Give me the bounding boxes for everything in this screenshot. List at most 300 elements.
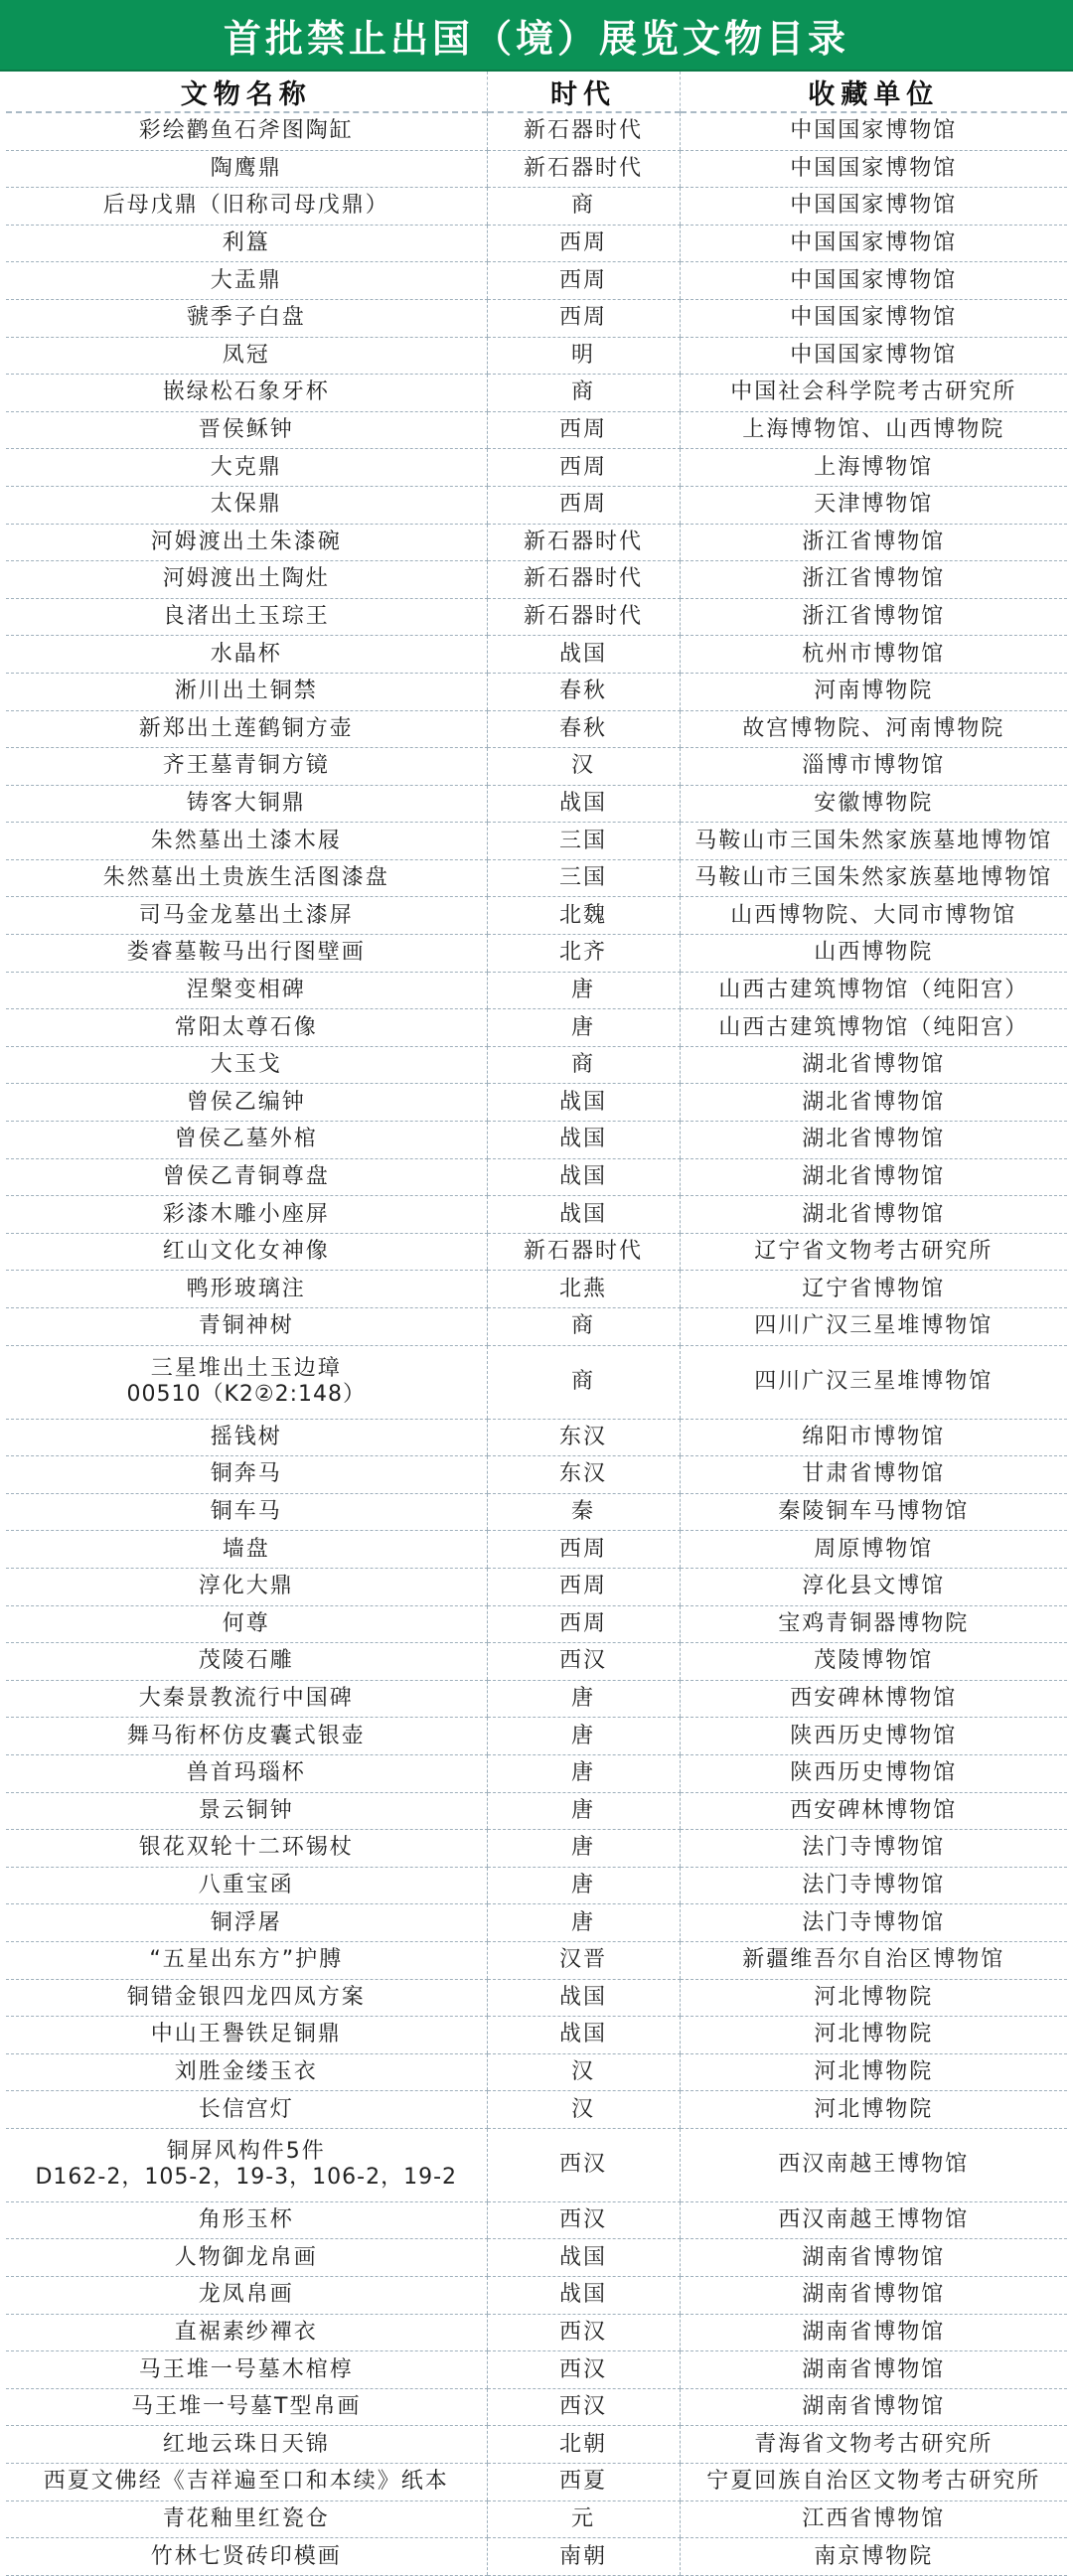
table-row [6,1419,1067,1456]
table-row [6,561,1067,599]
table-row [6,1754,1067,1792]
artifact-name: 铜浮屠 [210,1909,282,1935]
artifact-institution: 湖北省博物馆 [680,1196,1067,1234]
artifact-name: 涅槃变相碑 [186,977,306,1002]
artifact-name-cell [6,1493,487,1531]
artifact-name-cell [6,859,487,897]
table-row [6,375,1067,412]
artifact-name: 长信宫灯 [198,2096,294,2122]
artifact-institution: 中国国家博物馆 [680,225,1067,262]
artifact-name: 虢季子白盘 [186,305,306,331]
artifact-name: 人物御龙帛画 [174,2244,318,2270]
table-row [6,1084,1067,1122]
artifact-name: “五星出东方”护膊 [149,1947,344,1973]
artifact-name: 大克鼎 [210,454,282,480]
table-row [6,2538,1067,2576]
artifact-name: 竹林七贤砖印模画 [150,2543,342,2569]
artifact-name: 中山王譽铁足铜鼎 [150,2022,342,2047]
artifact-institution: 山西古建筑博物馆（纯阳宫） [680,1009,1067,1047]
artifact-name-cell [6,1904,487,1942]
artifact-institution: 中国国家博物馆 [680,262,1067,300]
artifact-name-cell [6,337,487,375]
artifact-institution: 西汉南越王博物馆 [680,2201,1067,2239]
table-row [6,1271,1067,1308]
artifact-institution: 湖北省博物馆 [680,1158,1067,1196]
table-row [6,2314,1067,2351]
table-row [6,2053,1067,2091]
table-row [6,2091,1067,2129]
artifact-era: 北魏 [487,897,680,935]
artifact-institution: 茂陵博物馆 [680,1643,1067,1681]
artifact-institution: 中国国家博物馆 [680,299,1067,337]
artifact-name: 晋侯稣钟 [198,417,294,443]
artifact-name-cell [6,1158,487,1196]
artifact-institution: 中国社会科学院考古研究所 [680,375,1067,412]
artifact-name: 曾侯乙青铜尊盘 [162,1163,330,1189]
artifact-institution: 山西古建筑博物馆（纯阳宫） [680,972,1067,1009]
artifact-name-cell [6,897,487,935]
artifact-name: 河姆渡出土陶灶 [162,566,330,592]
table-row [6,486,1067,524]
artifact-name: 陶鹰鼎 [210,155,282,181]
artifact-name: 铜车马 [210,1499,282,1525]
table-row [6,2426,1067,2464]
artifact-era: 新石器时代 [487,561,680,599]
table-row [6,2500,1067,2538]
artifact-era: 商 [487,1345,680,1419]
table-row [6,710,1067,748]
artifact-era: 汉 [487,748,680,786]
table-row [6,785,1067,823]
artifact-name: 新郑出土莲鹤铜方壶 [138,715,354,741]
artifact-name: 三星堆出土玉边璋 [150,1356,342,1382]
artifact-era: 唐 [487,1680,680,1718]
artifact-institution: 湖南省博物馆 [680,2314,1067,2351]
artifact-institution: 江西省博物馆 [680,2500,1067,2538]
artifact-name: 摇钱树 [210,1424,282,1449]
table-row [6,1979,1067,2017]
artifact-name-cell [6,1718,487,1755]
artifact-institution: 河北博物院 [680,2053,1067,2091]
table-row [6,2017,1067,2054]
artifact-name: 红山文化女神像 [162,1239,330,1265]
artifact-institution: 马鞍山市三国朱然家族墓地博物馆 [680,823,1067,860]
artifact-era: 春秋 [487,673,680,710]
artifact-institution: 周原博物馆 [680,1531,1067,1569]
artifact-name: 马王堆一号墓T型帛画 [131,2394,362,2420]
artifact-name-cell [6,1680,487,1718]
artifact-era: 战国 [487,636,680,674]
artifact-institution: 湖北省博物馆 [680,1122,1067,1159]
artifact-era: 西汉 [487,2314,680,2351]
artifact-name: 马王堆一号墓木棺椁 [138,2356,354,2382]
artifact-catalog-number: 00510（K2②2:148） [126,1382,367,1408]
table-row [6,225,1067,262]
artifact-name-cell [6,1979,487,2017]
artifact-institution: 新疆维吾尔自治区博物馆 [680,1941,1067,1979]
artifact-era: 汉 [487,2091,680,2129]
artifact-era: 唐 [487,1867,680,1904]
artifact-era: 西周 [487,486,680,524]
artifact-institution: 淄博市博物馆 [680,748,1067,786]
table-row [6,897,1067,935]
artifact-era: 北朝 [487,2426,680,2464]
artifact-name-cell [6,2091,487,2129]
artifact-institution: 法门寺博物馆 [680,1830,1067,1868]
artifact-name: 景云铜钟 [198,1797,294,1823]
artifact-era: 北齐 [487,935,680,973]
table-row [6,1904,1067,1942]
artifact-institution: 法门寺博物馆 [680,1904,1067,1942]
table-row [6,1345,1067,1419]
artifact-institution: 山西博物院 [680,935,1067,973]
artifact-institution: 绵阳市博物馆 [680,1419,1067,1456]
artifact-institution: 中国国家博物馆 [680,150,1067,188]
artifact-era: 西周 [487,449,680,487]
artifact-institution: 西安碑林博物馆 [680,1680,1067,1718]
artifact-name: 常阳太尊石像 [174,1014,318,1040]
artifact-era: 唐 [487,1009,680,1047]
artifact-name-cell [6,2538,487,2576]
artifact-era: 西汉 [487,2201,680,2239]
artifact-era: 东汉 [487,1419,680,1456]
artifact-name: 淅川出土铜禁 [174,679,318,704]
artifact-era: 三国 [487,823,680,860]
table-row [6,859,1067,897]
table-row [6,150,1067,188]
artifact-name-cell [6,1084,487,1122]
artifact-name: 朱然墓出土漆木屐 [150,828,342,853]
artifact-institution: 湖南省博物馆 [680,2277,1067,2315]
artifact-name-cell [6,1605,487,1643]
table-header-row [6,72,1067,112]
artifact-era: 北燕 [487,1271,680,1308]
artifact-name-cell [6,2017,487,2054]
artifact-name: 淳化大鼎 [198,1574,294,1599]
table-row [6,1122,1067,1159]
artifact-era: 唐 [487,1792,680,1830]
table-row [6,2351,1067,2389]
artifact-name: 龙凤帛画 [198,2282,294,2308]
artifact-era: 新石器时代 [487,112,680,150]
artifact-name: 八重宝函 [198,1873,294,1898]
artifact-name: 墙盘 [222,1536,270,1562]
artifact-name-cell [6,598,487,636]
artifact-name-cell [6,2426,487,2464]
artifact-name-cell [6,2500,487,2538]
table-row [6,636,1067,674]
artifact-name-cell [6,411,487,449]
artifact-name: 西夏文佛经《吉祥遍至口和本续》纸本 [43,2469,449,2495]
artifact-name-cell [6,2239,487,2277]
artifact-name-cell [6,449,487,487]
artifact-era: 西周 [487,1605,680,1643]
table-row [6,1493,1067,1531]
artifact-name-cell [6,823,487,860]
artifact-institution: 故宫博物院、河南博物院 [680,710,1067,748]
table-row [6,1643,1067,1681]
table-row [6,1718,1067,1755]
table-row [6,2239,1067,2277]
artifact-name-cell [6,1122,487,1159]
table-row [6,935,1067,973]
artifact-name-cell [6,188,487,226]
artifact-name: 良渚出土玉琮王 [162,604,330,630]
artifact-name-cell [6,1046,487,1084]
table-row [6,299,1067,337]
table-row [6,1046,1067,1084]
artifact-catalog-number: D162-2，105-2，19-3，106-2，19-2 [35,2165,458,2191]
artifact-institution: 法门寺博物馆 [680,1867,1067,1904]
table-row [6,2128,1067,2201]
artifact-name-cell [6,262,487,300]
artifact-name-cell [6,524,487,561]
artifact-name-cell [6,1456,487,1494]
artifact-name-cell [6,1830,487,1868]
artifact-name: 刘胜金缕玉衣 [174,2058,318,2084]
artifact-name-cell [6,1754,487,1792]
artifact-institution: 秦陵铜车马博物馆 [680,1493,1067,1531]
artifact-era: 战国 [487,2239,680,2277]
artifact-name-cell [6,1643,487,1681]
artifact-name-cell [6,1941,487,1979]
artifact-name: 铜屏风构件5件 [166,2139,326,2165]
artifact-name-cell [6,299,487,337]
artifact-name-cell [6,1792,487,1830]
artifact-era: 商 [487,1308,680,1346]
column-header-era: 时代 [487,72,680,112]
artifact-name-cell [6,1233,487,1271]
artifact-institution: 宁夏回族自治区文物考古研究所 [680,2464,1067,2501]
artifact-name: 青花釉里红瓷仓 [162,2505,330,2531]
artifact-name-cell [6,710,487,748]
artifact-era: 西周 [487,262,680,300]
artifact-institution: 四川广汉三星堆博物馆 [680,1345,1067,1419]
artifact-era: 明 [487,337,680,375]
artifact-name: 齐王墓青铜方镜 [162,753,330,779]
artifact-name-cell [6,2351,487,2389]
table-row [6,1792,1067,1830]
table-row [6,1680,1067,1718]
artifact-name-cell [6,2464,487,2501]
artifact-name-cell [6,225,487,262]
table-row [6,972,1067,1009]
artifact-institution: 安徽博物院 [680,785,1067,823]
artifact-name: 大秦景教流行中国碑 [138,1686,354,1712]
artifact-era: 商 [487,375,680,412]
artifact-name: 何尊 [222,1610,270,1636]
artifact-name: 曾侯乙编钟 [186,1089,306,1115]
artifact-name: 青铜神树 [198,1313,294,1339]
artifact-institution: 西汉南越王博物馆 [680,2128,1067,2201]
artifact-name-cell [6,2128,487,2201]
artifact-era: 唐 [487,1718,680,1755]
artifact-era: 秦 [487,1493,680,1531]
artifact-name: 太保鼎 [210,492,282,518]
artifact-era: 西周 [487,411,680,449]
artifact-name-cell [6,2053,487,2091]
table-row [6,2201,1067,2239]
artifact-era: 春秋 [487,710,680,748]
artifact-era: 东汉 [487,1456,680,1494]
artifact-name: 红地云珠日天锦 [162,2431,330,2457]
artifact-era: 商 [487,188,680,226]
artifact-name-cell [6,150,487,188]
artifact-name-cell [6,1308,487,1346]
artifact-era: 唐 [487,972,680,1009]
table-row [6,2464,1067,2501]
artifact-institution: 湖北省博物馆 [680,1046,1067,1084]
artifact-era: 元 [487,2500,680,2538]
table-row [6,1158,1067,1196]
artifact-era: 西周 [487,1531,680,1569]
artifact-name-cell [6,1196,487,1234]
table-row [6,1233,1067,1271]
artifact-institution: 浙江省博物馆 [680,561,1067,599]
artifact-institution: 湖北省博物馆 [680,1084,1067,1122]
artifact-name: 大玉戈 [210,1052,282,1078]
artifact-name: 娄睿墓鞍马出行图壁画 [126,940,366,966]
artifact-era: 战国 [487,1158,680,1196]
table-row [6,1605,1067,1643]
artifact-institution: 河北博物院 [680,2017,1067,2054]
artifact-era: 唐 [487,1904,680,1942]
artifact-name: 利簋 [222,230,270,256]
artifact-name-cell [6,2201,487,2239]
artifact-era: 西周 [487,225,680,262]
artifact-era: 战国 [487,1084,680,1122]
table-row [6,524,1067,561]
artifact-institution: 辽宁省文物考古研究所 [680,1233,1067,1271]
artifact-name-cell [6,1867,487,1904]
artifact-name: 直裾素纱襌衣 [174,2319,318,2345]
artifact-institution: 宝鸡青铜器博物院 [680,1605,1067,1643]
column-header-name: 文物名称 [6,72,487,112]
artifact-name: 彩绘鹳鱼石斧图陶缸 [138,118,354,144]
table-row [6,1009,1067,1047]
artifact-era: 战国 [487,1979,680,2017]
artifact-era: 战国 [487,1196,680,1234]
artifact-name: 河姆渡出土朱漆碗 [150,529,342,554]
artifact-name: 大盂鼎 [210,267,282,293]
artifact-name: 银花双轮十二环锡杖 [138,1835,354,1861]
table-row [6,598,1067,636]
artifact-era: 西汉 [487,2351,680,2389]
artifact-era: 新石器时代 [487,150,680,188]
artifact-institution: 淳化县文博馆 [680,1568,1067,1605]
artifact-name: 后母戊鼎（旧称司母戊鼎） [102,193,389,219]
artifact-name-cell [6,486,487,524]
table-row [6,748,1067,786]
artifact-era: 唐 [487,1830,680,1868]
table-row [6,1830,1067,1868]
artifact-name: 鸭形玻璃注 [186,1276,306,1301]
artifact-name-cell [6,561,487,599]
artifact-era: 西汉 [487,2128,680,2201]
table-row [6,1531,1067,1569]
artifact-name: 朱然墓出土贵族生活图漆盘 [102,865,389,891]
artifact-era: 西汉 [487,2388,680,2426]
artifact-era: 西周 [487,1568,680,1605]
table-row [6,1867,1067,1904]
artifact-name-cell [6,673,487,710]
artifact-institution: 南京博物院 [680,2538,1067,2576]
artifact-name-cell [6,2388,487,2426]
artifact-name-cell [6,748,487,786]
artifact-name-cell [6,2277,487,2315]
artifact-name: 嵌绿松石象牙杯 [162,379,330,405]
artifact-name: 铜错金银四龙四凤方案 [126,1984,366,2010]
artifact-name: 水晶杯 [210,641,282,667]
artifact-name: 铸客大铜鼎 [186,790,306,816]
table-row [6,2388,1067,2426]
artifact-name: 角形玉杯 [198,2207,294,2233]
artifact-table [6,72,1067,2576]
artifact-era: 新石器时代 [487,1233,680,1271]
table-row [6,112,1067,150]
column-header-institution: 收藏单位 [680,72,1067,112]
artifact-institution: 中国国家博物馆 [680,188,1067,226]
table-row [6,2277,1067,2315]
artifact-institution: 四川广汉三星堆博物馆 [680,1308,1067,1346]
table-body [6,112,1067,2575]
artifact-name: 茂陵石雕 [198,1648,294,1674]
table-row [6,1308,1067,1346]
artifact-name: 铜奔马 [210,1461,282,1487]
artifact-name: 彩漆木雕小座屏 [162,1201,330,1227]
artifact-institution: 浙江省博物馆 [680,598,1067,636]
artifact-name-cell [6,935,487,973]
artifact-institution: 陕西历史博物馆 [680,1754,1067,1792]
artifact-institution: 湖南省博物馆 [680,2239,1067,2277]
table-row [6,337,1067,375]
artifact-institution: 上海博物馆 [680,449,1067,487]
artifact-institution: 西安碑林博物馆 [680,1792,1067,1830]
artifact-era: 战国 [487,2277,680,2315]
artifact-institution: 上海博物馆、山西博物院 [680,411,1067,449]
artifact-era: 汉晋 [487,1941,680,1979]
table-row [6,823,1067,860]
artifact-era: 唐 [487,1754,680,1792]
artifact-name: 凤冠 [222,342,270,368]
artifact-era: 战国 [487,785,680,823]
artifact-name-cell [6,1568,487,1605]
artifact-name-cell [6,636,487,674]
artifact-era: 西汉 [487,1643,680,1681]
artifact-institution: 山西博物院、大同市博物馆 [680,897,1067,935]
table-row [6,262,1067,300]
artifact-institution: 河北博物院 [680,2091,1067,2129]
artifact-institution: 浙江省博物馆 [680,524,1067,561]
table-row [6,1568,1067,1605]
artifact-name-cell [6,1531,487,1569]
artifact-institution: 马鞍山市三国朱然家族墓地博物馆 [680,859,1067,897]
artifact-name: 司马金龙墓出土漆屏 [138,902,354,928]
artifact-name-cell [6,1419,487,1456]
artifact-institution: 陕西历史博物馆 [680,1718,1067,1755]
artifact-era: 南朝 [487,2538,680,2576]
artifact-name-cell [6,2314,487,2351]
artifact-institution: 湖南省博物馆 [680,2351,1067,2389]
artifact-name-cell [6,1009,487,1047]
table-row [6,1196,1067,1234]
artifact-institution: 青海省文物考古研究所 [680,2426,1067,2464]
artifact-institution: 辽宁省博物馆 [680,1271,1067,1308]
artifact-name-cell [6,972,487,1009]
artifact-name: 曾侯乙墓外棺 [174,1127,318,1152]
artifact-name: 兽首玛瑙杯 [186,1760,306,1786]
artifact-institution: 天津博物馆 [680,486,1067,524]
